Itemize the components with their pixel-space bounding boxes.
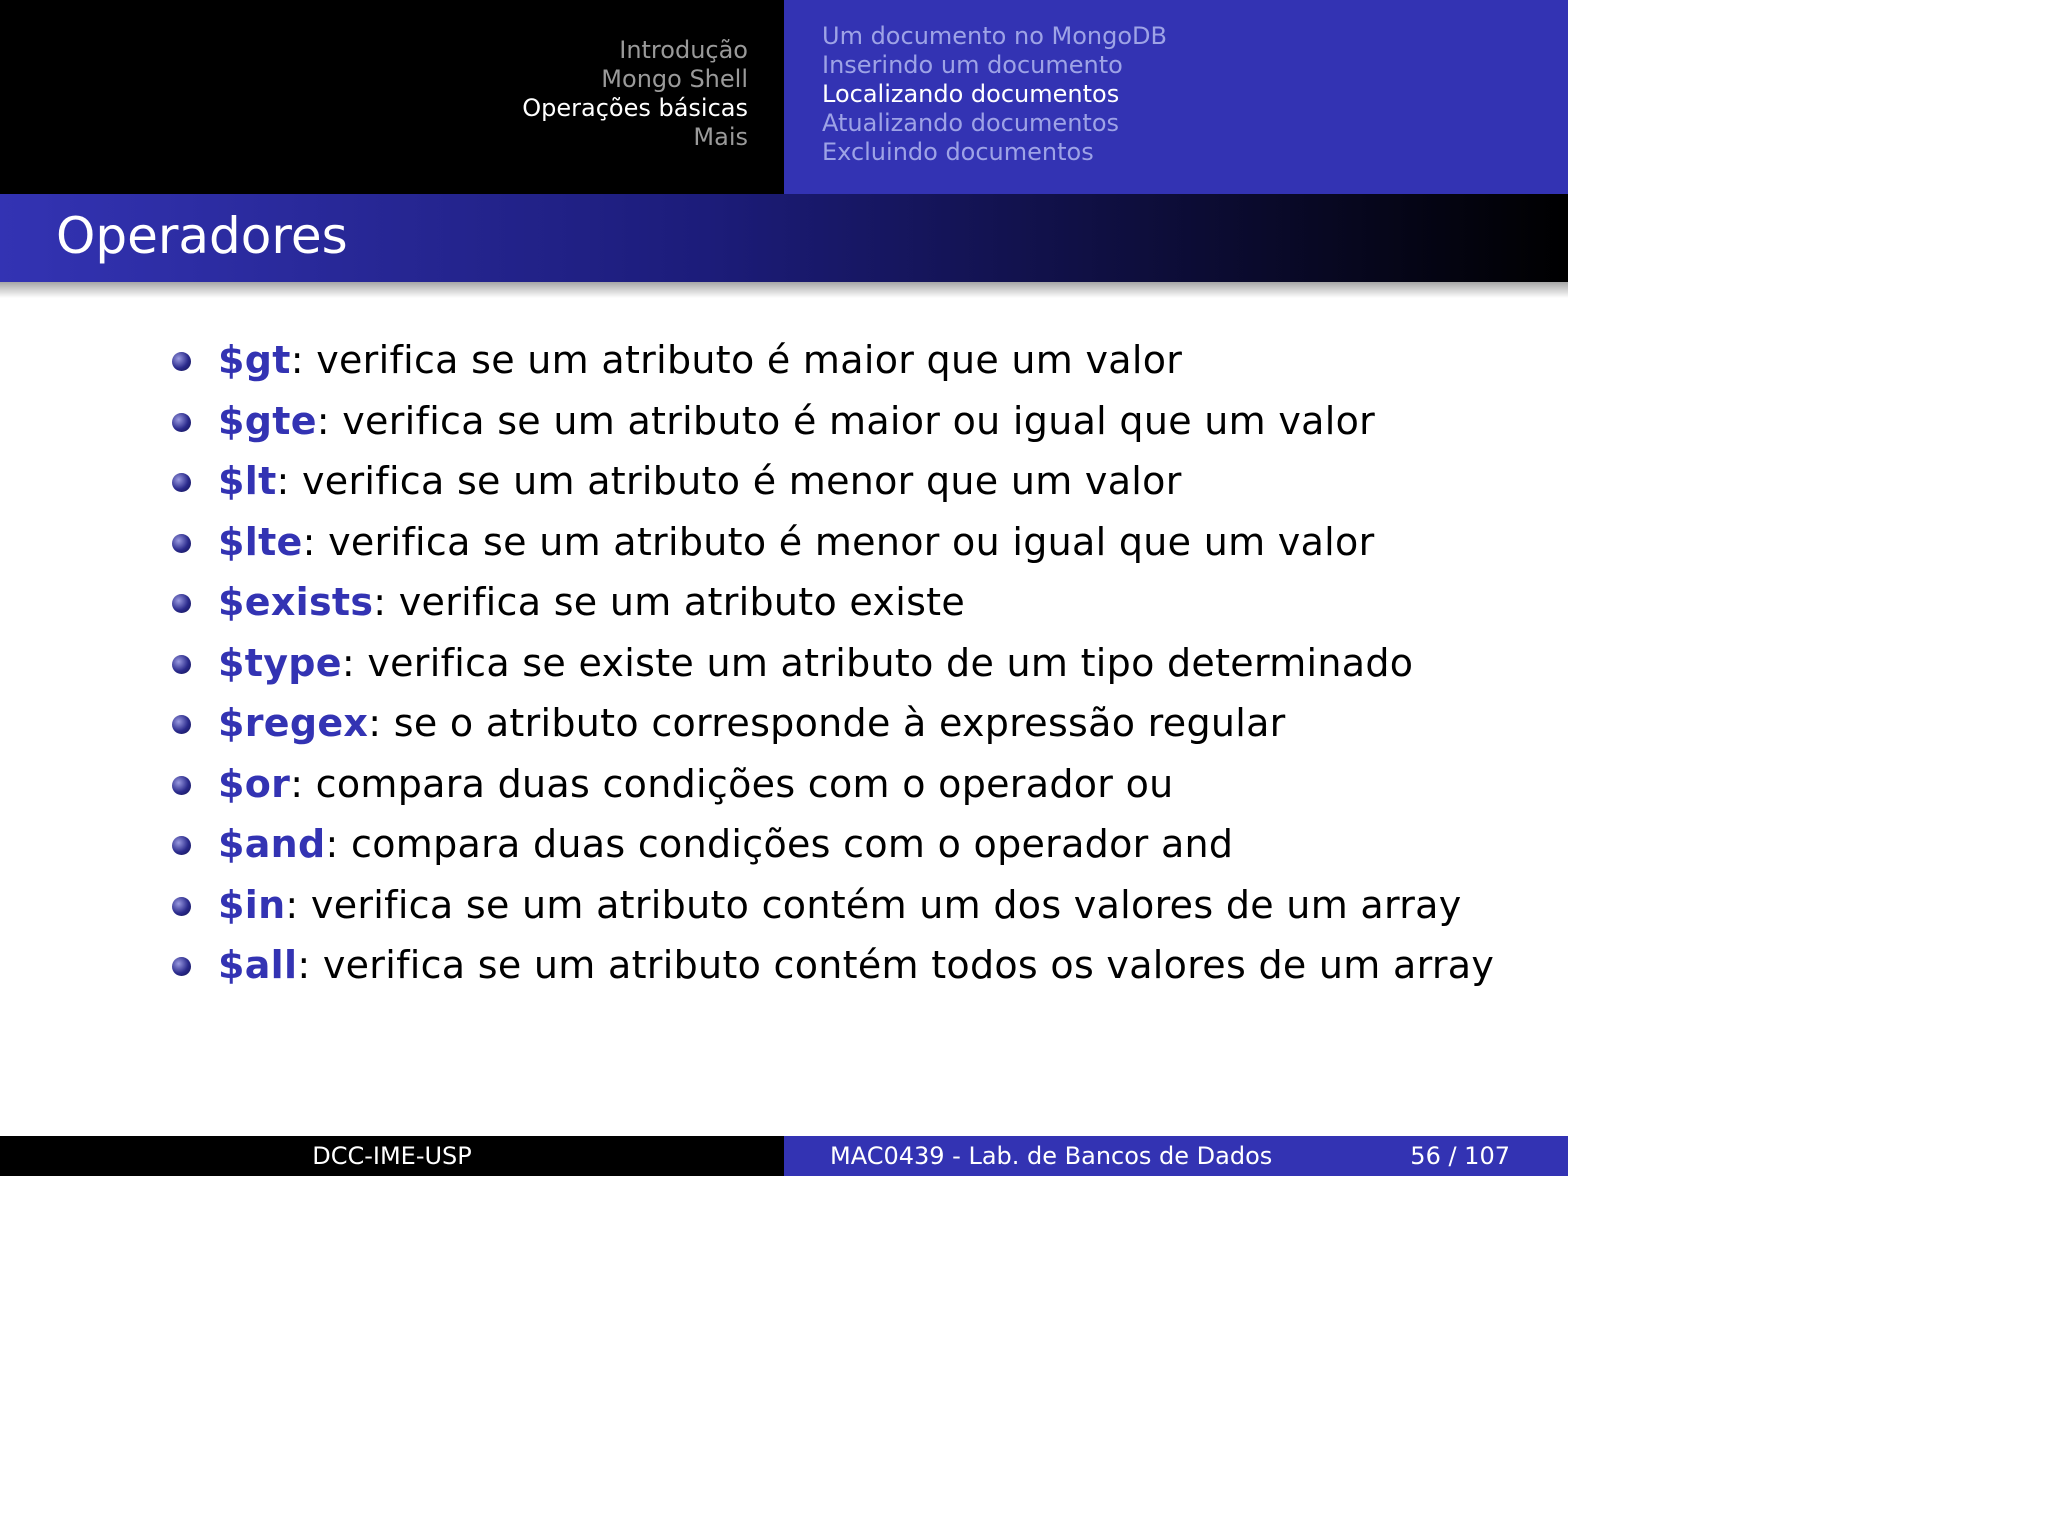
operator-list (168, 330, 1498, 996)
operator-description: : verifica se um atributo existe (373, 580, 966, 624)
section-navigation (0, 0, 784, 194)
slide-title: Operadores (56, 207, 348, 265)
operator-description: : se o atributo corresponde à expressão regular (368, 701, 1286, 745)
operator-name: $type (218, 640, 342, 685)
operator-name: $lt (218, 459, 277, 503)
nav-subsection-excluindo[interactable]: Excluindo documentos (822, 138, 1094, 166)
title-shadow (0, 282, 1568, 298)
bullet-icon (172, 715, 191, 734)
list-item-and (168, 814, 1498, 875)
operator-description: : verifica se um atributo é maior ou igual que um valor (316, 398, 1376, 443)
headline-bar (0, 0, 1568, 194)
operator-name: $lte (218, 519, 303, 564)
bullet-icon (172, 413, 191, 432)
operator-name: $exists (218, 580, 374, 624)
subsection-navigation (784, 0, 1568, 194)
nav-subsection-localizando[interactable]: Localizando documentos (822, 80, 1120, 108)
nav-section-mongo-shell[interactable]: Mongo Shell (601, 65, 748, 93)
nav-section-operacoes-basicas[interactable]: Operações básicas (522, 94, 748, 122)
bullet-icon (172, 897, 191, 916)
list-item-exists (168, 572, 1498, 633)
footer-course-panel (784, 1136, 1568, 1176)
operator-name: $gte (218, 398, 317, 443)
operator-description: : compara duas condições com o operador ou (290, 761, 1174, 806)
list-item-in (168, 875, 1498, 936)
operator-name: $in (218, 882, 286, 927)
list-item-type (168, 633, 1498, 694)
operator-description: : compara duas condições com o operador and (325, 822, 1234, 866)
list-item-regex (168, 693, 1498, 754)
nav-section-introducao[interactable]: Introdução (619, 36, 748, 64)
operator-name: $and (218, 822, 326, 866)
operator-name: $or (218, 761, 291, 806)
operator-name: $gt (218, 338, 291, 382)
footer-institution: DCC-IME-USP (312, 1142, 472, 1170)
list-item-gt (168, 330, 1498, 391)
frame-title-bar (0, 194, 1568, 282)
bullet-icon (172, 473, 191, 492)
operator-description: : verifica se existe um atributo de um tipo determinado (341, 640, 1414, 685)
footer-institution-panel (0, 1136, 784, 1176)
list-item-lte (168, 512, 1498, 573)
footline-bar (0, 1136, 1568, 1176)
nav-subsection-inserindo[interactable]: Inserindo um documento (822, 51, 1123, 79)
operator-name: $all (218, 943, 298, 987)
operator-description: : verifica se um atributo é menor que um valor (276, 459, 1182, 503)
footer-course: MAC0439 - Lab. de Bancos de Dados (830, 1142, 1273, 1170)
list-item-all (168, 935, 1498, 996)
nav-subsection-documento-mongodb[interactable]: Um documento no MongoDB (822, 22, 1167, 50)
operator-description: : verifica se um atributo contém todos os valores de um array (297, 943, 1495, 987)
nav-subsection-atualizando[interactable]: Atualizando documentos (822, 109, 1119, 137)
bullet-icon (172, 352, 191, 371)
operator-description: : verifica se um atributo contém um dos valores de um array (285, 882, 1462, 927)
nav-section-mais[interactable]: Mais (693, 123, 748, 151)
bullet-icon (172, 655, 191, 674)
bullet-icon (172, 836, 191, 855)
list-item-lt (168, 451, 1498, 512)
bullet-icon (172, 957, 191, 976)
list-item-or (168, 754, 1498, 815)
operator-description: : verifica se um atributo é menor ou igual que um valor (302, 519, 1375, 564)
bullet-icon (172, 776, 191, 795)
list-item-gte (168, 391, 1498, 452)
bullet-icon (172, 594, 191, 613)
operator-description: : verifica se um atributo é maior que um valor (290, 338, 1183, 382)
page-number: 56 / 107 (1410, 1142, 1510, 1170)
bullet-icon (172, 534, 191, 553)
operator-name: $regex (218, 701, 369, 745)
